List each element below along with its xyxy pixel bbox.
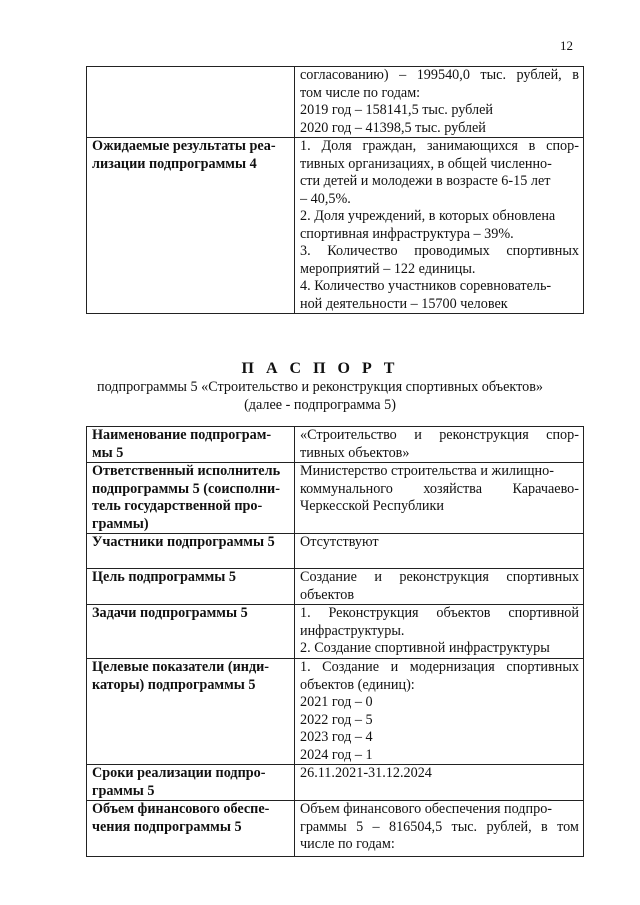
text-line: Отсутствуют xyxy=(300,534,379,550)
table-row xyxy=(87,801,584,857)
table-row xyxy=(87,463,584,534)
text-line: сти детей и молодежи в возрасте 6-15 лет xyxy=(300,173,551,189)
table-row xyxy=(87,67,584,138)
text-line: Министерство строительства и жилищно- xyxy=(300,463,554,479)
table-row xyxy=(87,427,584,463)
row-label xyxy=(87,534,295,569)
text-line: Черкесской Республики xyxy=(300,498,444,514)
label-line: каторы) подпрограммы 5 xyxy=(92,676,256,693)
label-line: Участники подпрограммы 5 xyxy=(92,534,275,550)
row-value xyxy=(295,765,584,801)
label-line: подпрограммы 5 (соисполни- xyxy=(92,480,280,497)
text-line: 1. Создание и модернизация спортивных xyxy=(300,659,579,675)
row-label xyxy=(87,605,295,659)
text-line: 2. Создание спортивной инфраструктуры xyxy=(300,640,550,656)
label-line: Ожидаемые результаты реа- xyxy=(92,138,276,154)
row-value xyxy=(295,463,584,534)
text-line: 26.11.2021-31.12.2024 xyxy=(300,765,432,781)
text-line: 2024 год – 1 xyxy=(300,746,373,763)
passport-title: П А С П О Р Т xyxy=(241,360,399,377)
text-line: тивных организациях, в общей численно- xyxy=(300,155,552,172)
passport-subtitle-note: (далее - подпрограмма 5) xyxy=(244,397,396,413)
table-row xyxy=(87,534,584,569)
row-value xyxy=(295,801,584,857)
label-line: Цель подпрограммы 5 xyxy=(92,569,237,585)
text-line: «Строительство и реконструкция спор- xyxy=(300,427,579,443)
text-line: 4. Количество участников соревнователь- xyxy=(300,278,552,294)
row-value xyxy=(295,138,584,314)
row-label xyxy=(87,765,295,801)
text-line: 2020 год – 41398,5 тыс. рублей xyxy=(300,119,486,136)
text-line: 1. Доля граждан, занимающихся в спор- xyxy=(300,138,579,154)
label-line: мы 5 xyxy=(92,444,124,461)
text-line: 3. Количество проводимых спортивных xyxy=(300,243,579,259)
label-line: Задачи подпрограммы 5 xyxy=(92,605,248,621)
table-row xyxy=(87,765,584,801)
label-line: лизации подпрограммы 4 xyxy=(92,155,257,172)
subprogram-5-passport-table xyxy=(86,426,584,857)
row-label xyxy=(87,801,295,857)
row-value xyxy=(295,534,584,569)
label-line: Сроки реализации подпро- xyxy=(92,765,266,781)
text-line: инфраструктуры. xyxy=(300,622,405,639)
table-row xyxy=(87,659,584,765)
text-line: мероприятий – 122 единицы. xyxy=(300,260,476,277)
text-line: 2023 год – 4 xyxy=(300,729,373,745)
row-value xyxy=(295,427,584,463)
label-line: Целевые показатели (инди- xyxy=(92,659,270,675)
label-line: граммы 5 xyxy=(92,782,155,799)
text-line: Объем финансового обеспечения подпро- xyxy=(300,801,553,817)
text-line: объектов (единиц): xyxy=(300,676,415,693)
text-line: Создание и реконструкция спортивных xyxy=(300,569,579,585)
row-value xyxy=(295,605,584,659)
text-line: том числе по годам: xyxy=(300,84,421,101)
table-row xyxy=(87,605,584,659)
row-label xyxy=(87,569,295,605)
text-line: согласованию) – 199540,0 тыс. рублей, в xyxy=(300,67,579,83)
text-line: коммунального хозяйства Карачаево- xyxy=(300,480,579,497)
row-label xyxy=(87,67,295,138)
text-line: числе по годам: xyxy=(300,836,395,852)
text-line: 2021 год – 0 xyxy=(300,694,373,710)
text-line: 2. Доля учреждений, в которых обновлена xyxy=(300,208,556,224)
row-value xyxy=(295,569,584,605)
text-line: объектов xyxy=(300,586,355,603)
text-line: тивных объектов» xyxy=(300,444,410,461)
label-line: Объем финансового обеспе- xyxy=(92,801,270,817)
label-line: граммы) xyxy=(92,515,149,532)
text-line: ной деятельности – 15700 человек xyxy=(300,295,508,312)
page-number: 12 xyxy=(560,38,573,53)
row-value xyxy=(295,67,584,138)
table-row xyxy=(87,138,584,314)
text-line: 1. Реконструкция объектов спортивной xyxy=(300,605,579,621)
row-value xyxy=(295,659,584,765)
label-line: чения подпрограммы 5 xyxy=(92,818,242,835)
row-label xyxy=(87,138,295,314)
table-row xyxy=(87,569,584,605)
row-label xyxy=(87,659,295,765)
label-line: тель государственной про- xyxy=(92,498,263,514)
subprogram-4-passport-table-continued xyxy=(86,66,584,314)
passport-subtitle: подпрограммы 5 «Строительство и реконструкция спортивных объектов» xyxy=(96,379,544,395)
text-line: 2019 год – 158141,5 тыс. рублей xyxy=(300,102,493,118)
label-line: Наименование подпрограм- xyxy=(92,427,272,443)
row-label xyxy=(87,463,295,534)
text-line: граммы 5 – 816504,5 тыс. рублей, в том xyxy=(300,818,579,835)
text-line: 2022 год – 5 xyxy=(300,711,373,728)
row-label xyxy=(87,427,295,463)
label-line: Ответственный исполнитель xyxy=(92,463,281,479)
text-line: – 40,5%. xyxy=(300,190,351,207)
text-line: спортивная инфраструктура – 39%. xyxy=(300,225,514,242)
